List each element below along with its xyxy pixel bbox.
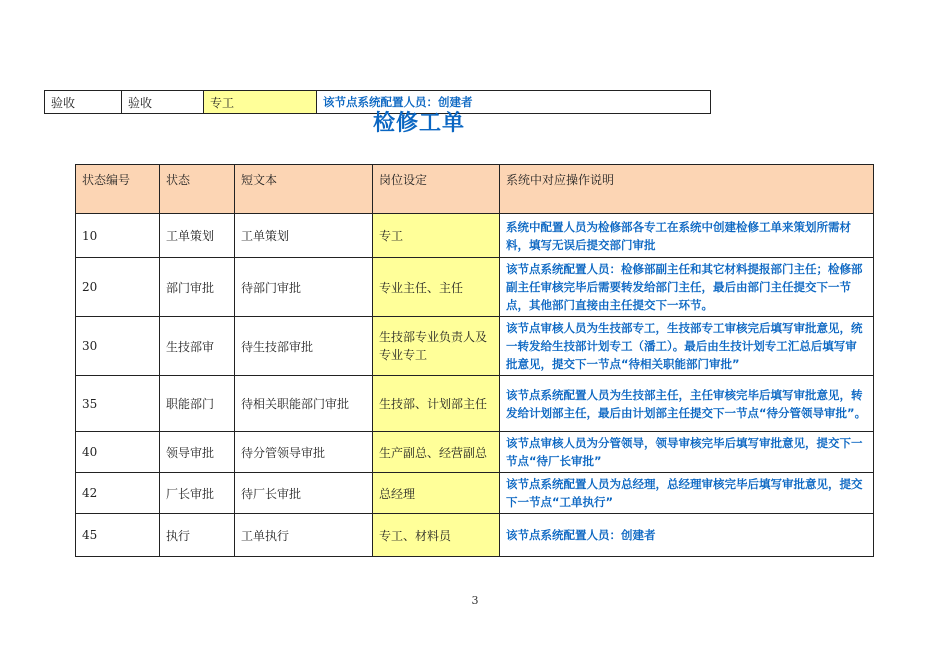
row-code: 30	[76, 317, 160, 376]
header-description: 系统中对应操作说明	[500, 165, 874, 214]
row-description: 该节点审核人员为分管领导，领导审核完毕后填写审批意见，提交下一节点“待厂长审批”	[500, 432, 874, 473]
row-post: 专工、材料员	[373, 514, 500, 557]
row-description: 该节点系统配置人员：创建者	[500, 514, 874, 557]
row-code: 10	[76, 214, 160, 258]
header-status: 状态	[160, 165, 235, 214]
row-description: 系统中配置人员为检修部各专工在系统中创建检修工单来策划所需材料，填写无误后提交部门审批	[500, 214, 874, 258]
table-row	[76, 473, 874, 514]
row-post: 专业主任、主任	[373, 258, 500, 317]
row-code: 40	[76, 432, 160, 473]
row-post: 生技部专业负责人及专业专工	[373, 317, 500, 376]
row-post: 生产副总、经营副总	[373, 432, 500, 473]
row-short-text: 工单策划	[235, 214, 373, 258]
table-row	[76, 514, 874, 557]
table-row	[76, 258, 874, 317]
top-cell-desc: 该节点系统配置人员：创建者	[317, 91, 711, 114]
row-status: 生技部审	[160, 317, 235, 376]
row-short-text: 待分管领导审批	[235, 432, 373, 473]
top-cell-status: 验收	[122, 91, 204, 114]
row-post: 生技部、计划部主任	[373, 376, 500, 432]
row-status: 执行	[160, 514, 235, 557]
table-row	[76, 214, 874, 258]
workflow-table	[75, 164, 874, 557]
page-number: 3	[471, 594, 479, 607]
table-header-row	[76, 165, 874, 214]
table-row	[76, 432, 874, 473]
row-status: 部门审批	[160, 258, 235, 317]
header-post: 岗位设定	[373, 165, 500, 214]
row-description: 该节点审核人员为生技部专工，生技部专工审核完后填写审批意见，统一转发给生技部计划专工（潘工）。最后由生技计划专工汇总后填写审批意见，提交下一节点“待相关职能部门审批”	[500, 317, 874, 376]
row-status: 工单策划	[160, 214, 235, 258]
header-short-text: 短文本	[235, 165, 373, 214]
row-post: 总经理	[373, 473, 500, 514]
row-description: 该节点系统配置人员为总经理，总经理审核完毕后填写审批意见，提交下一节点“工单执行”	[500, 473, 874, 514]
row-description: 该节点系统配置人员：检修部副主任和其它材料提报部门主任；检修部副主任审核完毕后需要转发给部门主任，最后由部门主任提交下一节点，其他部门直接由主任提交下一环节。	[500, 258, 874, 317]
row-code: 42	[76, 473, 160, 514]
row-status: 厂长审批	[160, 473, 235, 514]
row-status: 职能部门	[160, 376, 235, 432]
row-short-text: 待相关职能部门审批	[235, 376, 373, 432]
row-description: 该节点系统配置人员为生技部主任，主任审核完毕后填写审批意见，转发给计划部主任，最后由计划部主任提交下一节点“待分管领导审批”。	[500, 376, 874, 432]
table-row	[76, 376, 874, 432]
row-short-text: 工单执行	[235, 514, 373, 557]
row-short-text: 待生技部审批	[235, 317, 373, 376]
top-cell-code: 验收	[45, 91, 122, 114]
row-short-text: 待部门审批	[235, 258, 373, 317]
row-post: 专工	[373, 214, 500, 258]
table-row	[76, 317, 874, 376]
top-cell-post: 专工	[204, 91, 317, 114]
row-short-text: 待厂长审批	[235, 473, 373, 514]
row-code: 35	[76, 376, 160, 432]
page-title: 检修工单	[372, 111, 465, 136]
row-status: 领导审批	[160, 432, 235, 473]
header-code: 状态编号	[76, 165, 160, 214]
row-code: 45	[76, 514, 160, 557]
row-code: 20	[76, 258, 160, 317]
